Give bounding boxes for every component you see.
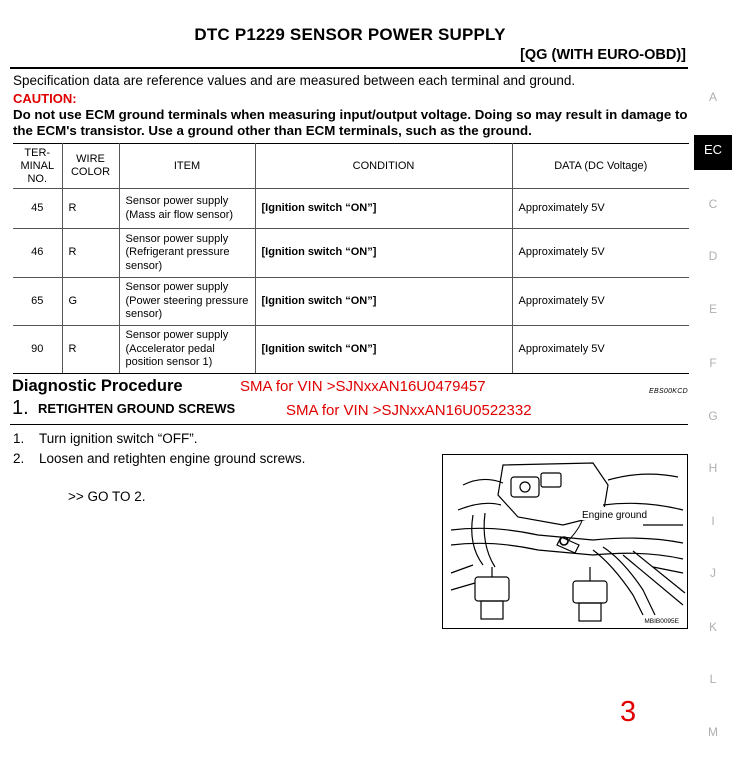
- page-title: DTC P1229 SENSOR POWER SUPPLY: [194, 25, 506, 44]
- side-tab-m[interactable]: [694, 723, 732, 741]
- side-tab-label: J: [710, 566, 716, 580]
- side-tab-label: K: [708, 620, 717, 634]
- side-tab-k[interactable]: [694, 618, 732, 636]
- figure-code: MBIB0095E: [644, 618, 679, 625]
- terminal-cell: 90: [13, 326, 62, 374]
- side-tab-h[interactable]: [694, 459, 732, 477]
- sma-note-2: SMA for VIN >SJNxxAN16U0522332: [286, 402, 532, 419]
- side-tab-i[interactable]: [694, 512, 732, 530]
- item-cell: Sensor power supply (Accelerator pedal position sensor 1): [119, 326, 255, 374]
- side-tab-label: E: [708, 302, 717, 316]
- page-number: 3: [620, 696, 637, 728]
- data-cell: Approximately 5V: [512, 278, 689, 326]
- item-cell: Sensor power supply (Power steering pressure sensor): [119, 278, 255, 326]
- wire-cell: R: [62, 189, 119, 229]
- side-tab-l[interactable]: [694, 670, 732, 688]
- side-tab-ec[interactable]: [694, 135, 732, 170]
- list-item-number: 2.: [13, 451, 25, 466]
- table-row: [13, 326, 689, 374]
- wire-cell: G: [62, 278, 119, 326]
- side-tab-a[interactable]: [694, 88, 732, 106]
- header-condition: CONDITION: [255, 144, 512, 189]
- condition-cell: [Ignition switch “ON”]: [255, 326, 512, 374]
- terminal-cell: 65: [13, 278, 62, 326]
- side-tab-f[interactable]: [694, 354, 732, 372]
- list-item: [13, 431, 305, 451]
- side-tab-g[interactable]: [694, 407, 732, 425]
- step-list: [13, 431, 305, 471]
- header-item: ITEM: [119, 144, 255, 189]
- table-row: [13, 189, 689, 229]
- side-tab-label: F: [709, 356, 717, 370]
- goto-link[interactable]: >> GO TO 2.: [68, 489, 146, 504]
- side-tab-label: A: [708, 90, 717, 104]
- reference-code: EBS00KCD: [649, 388, 688, 395]
- terminal-table: [13, 143, 689, 374]
- engine-ground-figure: [442, 454, 688, 629]
- step-number: 1.: [12, 397, 29, 419]
- side-tab-label: C: [708, 197, 718, 211]
- side-tab-label: M: [708, 725, 718, 739]
- step-title: RETIGHTEN GROUND SCREWS: [38, 401, 236, 416]
- list-item-text: Loosen and retighten engine ground screws.: [39, 451, 306, 466]
- data-cell: Approximately 5V: [512, 326, 689, 374]
- table-row: [13, 278, 689, 326]
- data-cell: Approximately 5V: [512, 189, 689, 229]
- data-cell: Approximately 5V: [512, 229, 689, 278]
- table-row: [13, 229, 689, 278]
- engine-illustration: [443, 455, 687, 628]
- side-tab-label: I: [711, 514, 715, 528]
- figure-label: Engine ground: [582, 510, 648, 521]
- page-subtitle: [QG (WITH EURO-OBD)]: [520, 47, 686, 63]
- condition-cell: [Ignition switch “ON”]: [255, 278, 512, 326]
- side-tab-j[interactable]: [694, 564, 732, 582]
- side-tab-d[interactable]: [694, 247, 732, 265]
- diagnostic-title: Diagnostic Procedure: [12, 377, 183, 395]
- header-terminal: TER-MINAL NO.: [13, 144, 62, 189]
- terminal-cell: 46: [13, 229, 62, 278]
- condition-cell: [Ignition switch “ON”]: [255, 189, 512, 229]
- side-tab-label: H: [708, 461, 718, 475]
- side-tab-label: G: [708, 409, 718, 423]
- wire-cell: R: [62, 326, 119, 374]
- side-tab-e[interactable]: [694, 300, 732, 318]
- list-item-text: Turn ignition switch “OFF”.: [39, 431, 198, 446]
- caution-text: Do not use ECM ground terminals when measuring input/output voltage. Doing so may result in damage to the ECM's transistor. Use a ground other than ECM terminals, such as the ground.: [13, 107, 688, 138]
- condition-cell: [Ignition switch “ON”]: [255, 229, 512, 278]
- caution-label: CAUTION:: [13, 91, 77, 106]
- header-rule: [10, 67, 688, 69]
- side-tab-label: D: [708, 249, 718, 263]
- spec-note: Specification data are reference values and are measured between each terminal and ground.: [13, 73, 576, 88]
- side-tab-label: L: [709, 672, 717, 686]
- side-tab-label: EC: [703, 142, 723, 157]
- step-rule: [10, 424, 688, 425]
- header-wire-color: WIRE COLOR: [62, 144, 119, 189]
- terminal-cell: 45: [13, 189, 62, 229]
- table-header-row: [13, 144, 689, 189]
- item-cell: Sensor power supply (Mass air flow sensor): [119, 189, 255, 229]
- sma-note-1: SMA for VIN >SJNxxAN16U0479457: [240, 378, 486, 395]
- header-data: DATA (DC Voltage): [512, 144, 689, 189]
- list-item: [13, 451, 305, 471]
- wire-cell: R: [62, 229, 119, 278]
- item-cell: Sensor power supply (Refrigerant pressure sensor): [119, 229, 255, 278]
- list-item-number: 1.: [13, 431, 25, 446]
- side-tab-c[interactable]: [694, 195, 732, 213]
